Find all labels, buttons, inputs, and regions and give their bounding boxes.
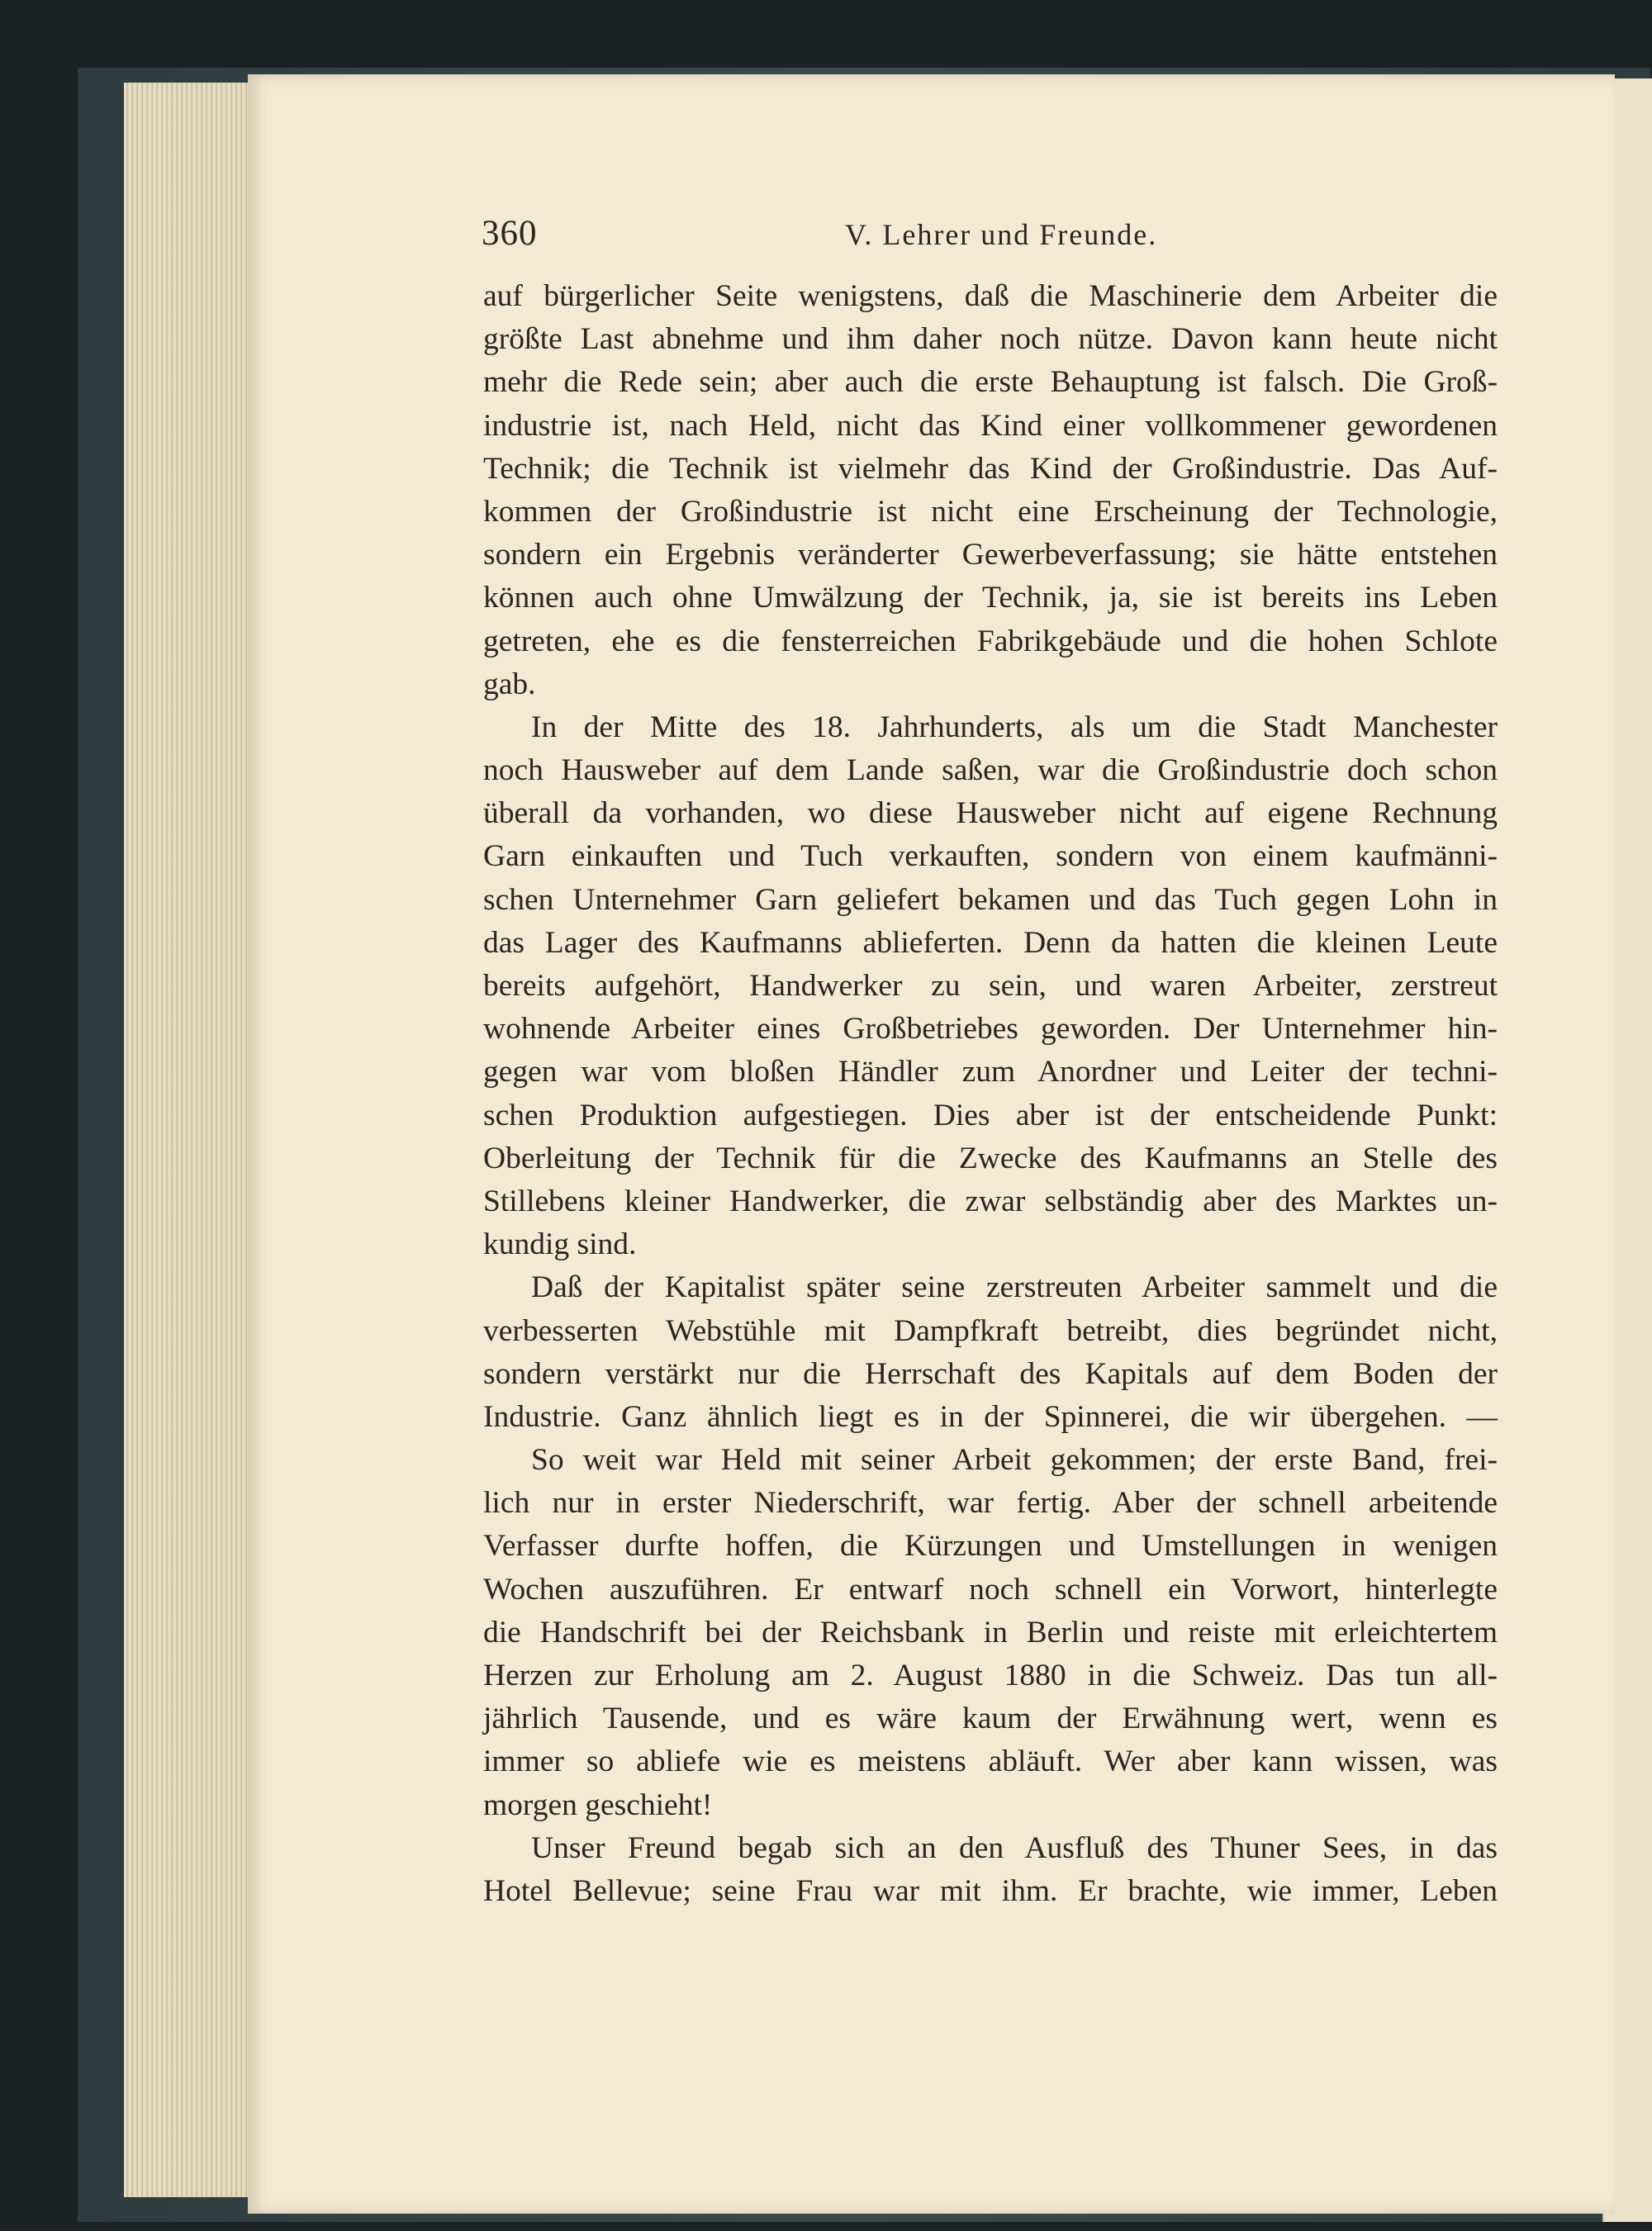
text-line: industrie ist, nach Held, nicht das Kind einer vollkommener gewordenen: [483, 408, 1498, 443]
text-line: wohnende Arbeiter eines Großbetriebes geworden. Der Unternehmer hin-: [483, 1012, 1498, 1047]
text-line: Unser Freund begab sich an den Ausfluß des Thuner Sees, in das: [531, 1830, 1498, 1865]
text-line: gab.: [483, 667, 536, 701]
text-line: Technik; die Technik ist vielmehr das Kind der Großindustrie. Das Auf-: [483, 451, 1498, 486]
text-line: Garn einkauften und Tuch verkauften, sondern von einem kaufmänni-: [483, 839, 1498, 874]
text-line: die Handschrift bei der Reichsbank in Berlin und reiste mit erleichtertem: [483, 1615, 1498, 1650]
text-line: Daß der Kapitalist später seine zerstreuten Arbeiter sammelt und die: [531, 1270, 1498, 1305]
text-line: So weit war Held mit seiner Arbeit gekommen; der erste Band, frei-: [531, 1443, 1498, 1478]
text-line: Industrie. Ganz ähnlich liegt es in der Spinnerei, die wir übergehen. —: [483, 1399, 1498, 1434]
text-line: größte Last abnehme und ihm daher noch nütze. Davon kann heute nicht: [483, 322, 1498, 357]
paragraph-1: [483, 275, 1498, 706]
text-line: schen Unternehmer Garn geliefert bekamen und das Tuch gegen Lohn in: [483, 882, 1498, 917]
text-line: auf bürgerlicher Seite wenigstens, daß die Maschinerie dem Arbeiter die: [483, 279, 1498, 313]
text-line: Oberleitung der Technik für die Zwecke des Kaufmanns an Stelle des: [483, 1141, 1498, 1175]
text-line: das Lager des Kaufmanns ablieferten. Denn da hatten die kleinen Leute: [483, 925, 1498, 960]
paragraph-2: [483, 706, 1498, 1266]
text-line: noch Hausweber auf dem Lande saßen, war die Großindustrie doch schon: [483, 753, 1498, 788]
text-line: kommen der Großindustrie ist nicht eine Erscheinung der Technologie,: [483, 494, 1498, 529]
text-line: mehr die Rede sein; aber auch die erste Behauptung ist falsch. Die Groß-: [483, 365, 1498, 400]
text-line: kundig sind.: [483, 1227, 637, 1262]
body-text: [483, 275, 1498, 1913]
text-line: Hotel Bellevue; seine Frau war mit ihm. Er brachte, wie immer, Leben: [483, 1873, 1498, 1908]
text-line: Wochen auszuführen. Er entwarf noch schnell ein Vorwort, hinterlegte: [483, 1572, 1498, 1607]
text-line: morgen geschieht!: [483, 1787, 713, 1822]
page-edges: [124, 83, 252, 2197]
text-line: immer so abliefe wie es meistens abläuft. Wer aber kann wissen, was: [483, 1744, 1498, 1779]
text-line: jährlich Tausende, und es wäre kaum der Erwähnung wert, wenn es: [483, 1702, 1498, 1736]
text-line: sondern verstärkt nur die Herrschaft des Kapitals auf dem Boden der: [483, 1356, 1498, 1391]
text-line: sondern ein Ergebnis veränderter Gewerbeverfassung; sie hätte entstehen: [483, 538, 1498, 572]
text-line: überall da vorhanden, wo diese Hausweber nicht auf eigene Rechnung: [483, 796, 1498, 831]
paragraph-3: [483, 1266, 1498, 1439]
text-line: Verfasser durfte hoffen, die Kürzungen und Umstellungen in wenigen: [483, 1529, 1498, 1564]
running-head: V. Lehrer und Freunde.: [845, 218, 1158, 251]
text-line: Herzen zur Erholung am 2. August 1880 in die Schweiz. Das tun all-: [483, 1659, 1498, 1692]
page-number: 360: [482, 214, 538, 253]
text-line: verbesserten Webstühle mit Dampfkraft betreibt, dies begründet nicht,: [483, 1313, 1498, 1348]
text-line: lich nur in erster Niederschrift, war fertig. Aber der schnell arbeitende: [483, 1486, 1498, 1521]
text-line: In der Mitte des 18. Jahrhunderts, als um die Stadt Manchester: [531, 710, 1498, 744]
text-line: bereits aufgehört, Handwerker zu sein, und waren Arbeiter, zerstreut: [483, 969, 1498, 1003]
page-header: [482, 209, 1498, 267]
text-line: schen Produktion aufgestiegen. Dies aber ist der entscheidende Punkt:: [483, 1098, 1498, 1132]
paragraph-4: [483, 1439, 1498, 1827]
paragraph-5: [483, 1827, 1498, 1913]
text-line: getreten, ehe es die fensterreichen Fabrikgebäude und die hohen Schlote: [483, 624, 1498, 658]
text-line: Stillebens kleiner Handwerker, die zwar selbständig aber des Marktes un-: [483, 1184, 1498, 1218]
text-line: können auch ohne Umwälzung der Technik, ja, sie ist bereits ins Leben: [483, 581, 1498, 615]
text-line: gegen war vom bloßen Händler zum Anordner und Leiter der techni-: [483, 1055, 1498, 1089]
